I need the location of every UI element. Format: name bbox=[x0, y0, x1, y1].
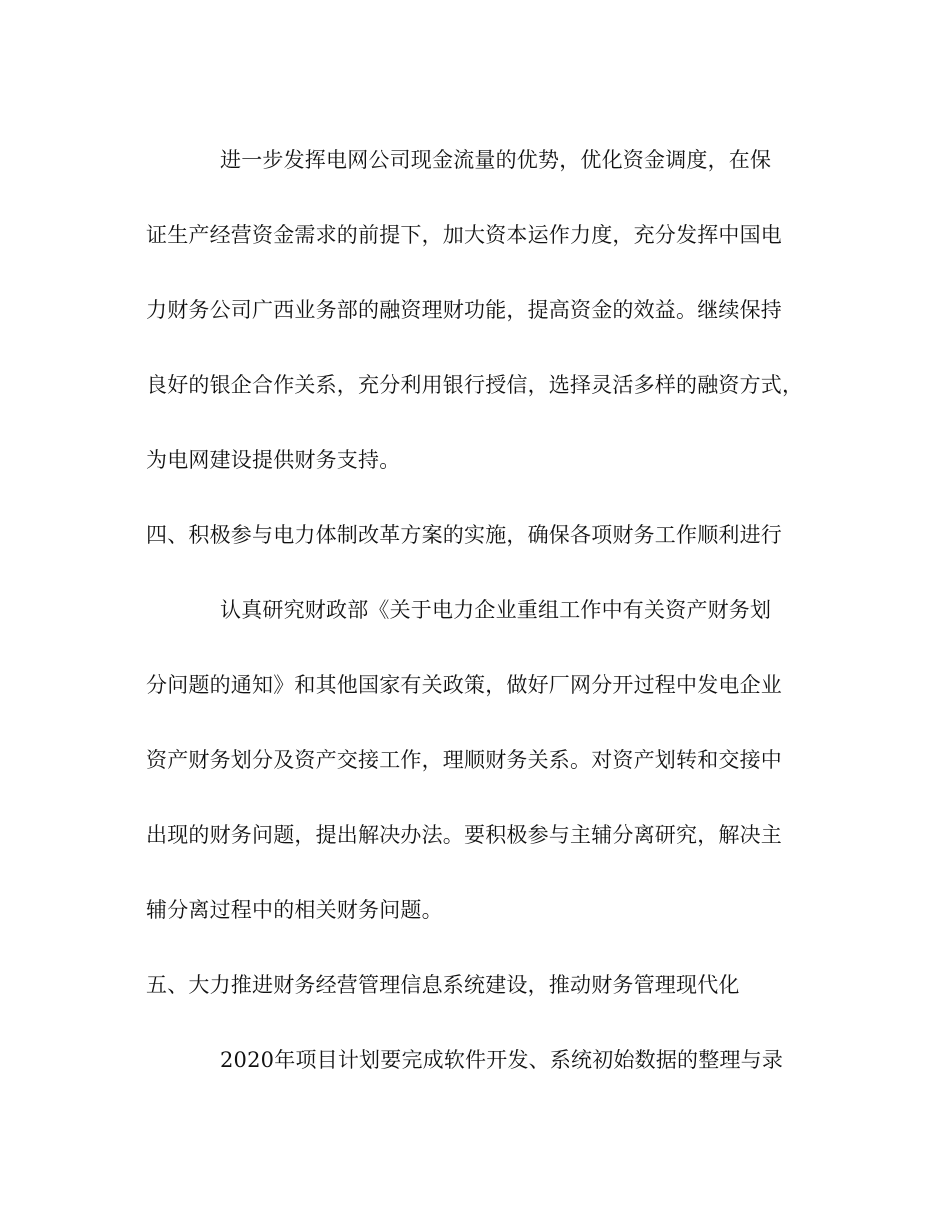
paragraph-line: 2020年项目计划要完成软件开发、系统初始数据的整理与录 bbox=[220, 1048, 784, 1072]
paragraph-line: 认真研究财政部《关于电力企业重组工作中有关资产财务划 bbox=[220, 598, 772, 622]
paragraph-line: 进一步发挥电网公司现金流量的优势，优化资金调度，在保 bbox=[220, 148, 772, 172]
paragraph-line: 证生产经营资金需求的前提下，加大资本运作力度，充分发挥中国电 bbox=[146, 223, 782, 247]
paragraph-line: 辅分离过程中的相关财务问题。 bbox=[146, 898, 443, 922]
section-heading-5: 五、大力推进财务经营管理信息系统建设，推动财务管理现代化 bbox=[146, 973, 740, 997]
paragraph-line: 出现的财务问题，提出解决办法。要积极参与主辅分离研究，解决主 bbox=[146, 823, 782, 847]
paragraph-line: 良好的银企合作关系，充分利用银行授信，选择灵活多样的融资方式， bbox=[146, 373, 804, 397]
paragraph-line: 分问题的通知》和其他国家有关政策，做好厂网分开过程中发电企业 bbox=[146, 673, 782, 697]
paragraph-line: 为电网建设提供财务支持。 bbox=[146, 448, 401, 472]
paragraph-line: 资产财务划分及资产交接工作，理顺财务关系。对资产划转和交接中 bbox=[146, 748, 782, 772]
paragraph-line: 力财务公司广西业务部的融资理财功能，提高资金的效益。继续保持 bbox=[146, 298, 782, 322]
section-heading-4: 四、积极参与电力体制改革方案的实施，确保各项财务工作顺利进行 bbox=[146, 523, 782, 547]
